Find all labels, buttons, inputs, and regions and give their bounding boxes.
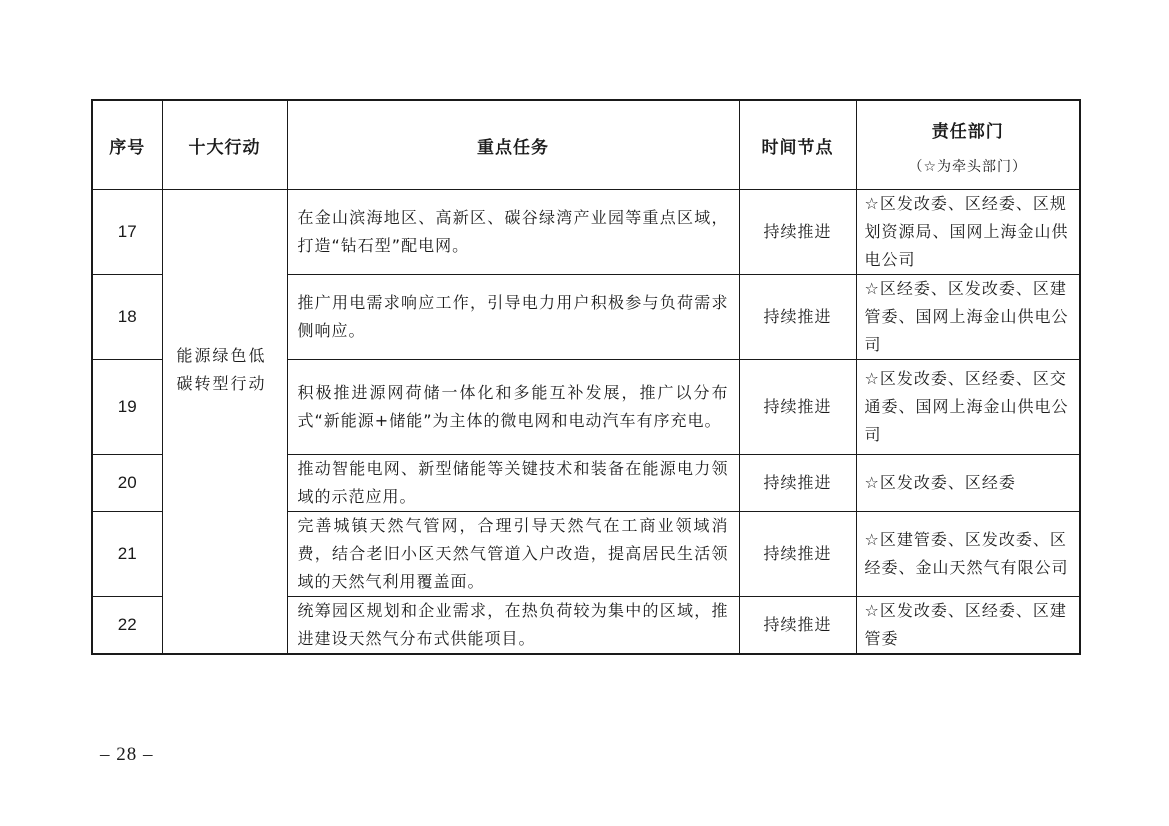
time-cell: 持续推进 [739, 275, 856, 360]
task-cell: 完善城镇天然气管网，合理引导天然气在工商业领域消费，结合老旧小区天然气管道入户改造，提高居民生活领域的天然气利用覆盖面。 [287, 512, 739, 597]
time-cell: 持续推进 [739, 455, 856, 512]
row-number: 18 [92, 275, 162, 360]
resp-cell: ☆区建管委、区发改委、区经委、金山天然气有限公司 [856, 512, 1080, 597]
table-row [92, 190, 1080, 275]
header-time: 时间节点 [739, 100, 856, 190]
time-cell: 持续推进 [739, 512, 856, 597]
task-cell: 积极推进源网荷储一体化和多能互补发展，推广以分布式“新能源+储能”为主体的微电网和电动汽车有序充电。 [287, 360, 739, 455]
row-number: 19 [92, 360, 162, 455]
time-cell: 持续推进 [739, 360, 856, 455]
task-table [91, 99, 1081, 655]
task-cell: 统筹园区规划和企业需求，在热负荷较为集中的区域，推进建设天然气分布式供能项目。 [287, 597, 739, 655]
page-number: – 28 – [100, 744, 154, 765]
header-task: 重点任务 [287, 100, 739, 190]
header-resp-title: 责任部门 [931, 121, 1004, 142]
row-number: 21 [92, 512, 162, 597]
header-action: 十大行动 [162, 100, 287, 190]
task-cell: 在金山滨海地区、高新区、碳谷绿湾产业园等重点区域，打造“钻石型”配电网。 [287, 190, 739, 275]
header-no: 序号 [92, 100, 162, 190]
header-resp [856, 100, 1080, 190]
resp-cell: ☆区发改委、区经委、区建管委 [856, 597, 1080, 655]
row-number: 20 [92, 455, 162, 512]
header-resp-note: （☆为牵头部门） [908, 158, 1028, 175]
resp-cell: ☆区发改委、区经委 [856, 455, 1080, 512]
task-cell: 推动智能电网、新型储能等关键技术和装备在能源电力领域的示范应用。 [287, 455, 739, 512]
action-cell: 能源绿色低碳转型行动 [162, 190, 287, 655]
task-cell: 推广用电需求响应工作，引导电力用户积极参与负荷需求侧响应。 [287, 275, 739, 360]
resp-cell: ☆区发改委、区经委、区规划资源局、国网上海金山供电公司 [856, 190, 1080, 275]
time-cell: 持续推进 [739, 597, 856, 655]
row-number: 22 [92, 597, 162, 655]
time-cell: 持续推进 [739, 190, 856, 275]
table-header-row [92, 100, 1080, 190]
row-number: 17 [92, 190, 162, 275]
resp-cell: ☆区经委、区发改委、区建管委、国网上海金山供电公司 [856, 275, 1080, 360]
resp-cell: ☆区发改委、区经委、区交通委、国网上海金山供电公司 [856, 360, 1080, 455]
